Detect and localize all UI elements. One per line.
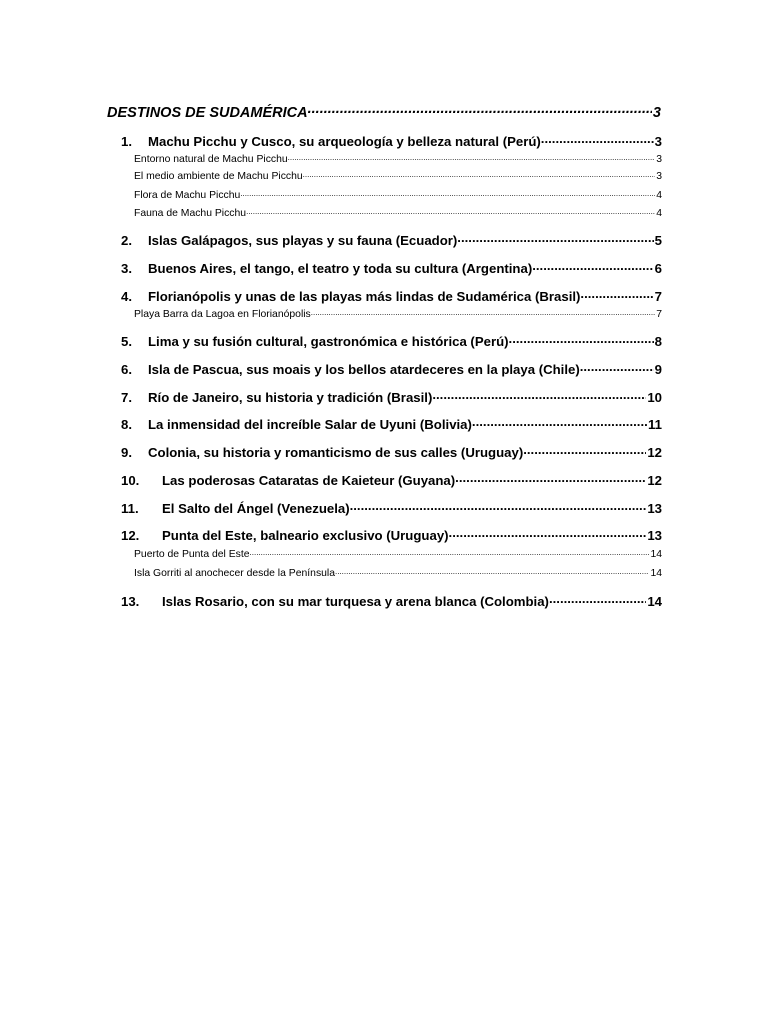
toc-entry-7[interactable] — [121, 386, 662, 406]
dot-leader — [457, 229, 653, 245]
toc-entry-label: Las poderosas Cataratas de Kaieteur (Guyana) — [162, 473, 456, 488]
toc-subentry[interactable] — [134, 204, 662, 219]
dot-leader — [549, 590, 646, 606]
toc-entry-label: Islas Rosario, con su mar turquesa y arena blanca (Colombia) — [162, 594, 549, 609]
toc-entry-label: Florianópolis y unas de las playas más lindas de Sudamérica (Brasil) — [148, 289, 581, 304]
toc-entry-page: 14 — [647, 594, 662, 609]
toc-entry-11[interactable] — [121, 497, 662, 517]
toc-subentry-page: 3 — [656, 154, 662, 165]
toc-entry-3[interactable] — [121, 257, 662, 277]
toc-entry-1[interactable] — [121, 130, 662, 150]
toc-subentry-page: 14 — [650, 549, 662, 560]
dot-leader — [449, 524, 647, 540]
dot-leader — [523, 441, 646, 457]
toc-entry-page: 11 — [648, 417, 662, 432]
toc-entry-12[interactable] — [121, 524, 662, 544]
dot-leader — [541, 130, 654, 146]
toc-entry-label: Isla de Pascua, sus moais y los bellos atardeceres en la playa (Chile) — [148, 362, 580, 377]
dot-leader — [509, 330, 654, 346]
toc-entry-label: La inmensidad del increíble Salar de Uyuni (Bolivia) — [148, 417, 472, 432]
toc-entry-label: Buenos Aires, el tango, el teatro y toda su cultura (Argentina) — [148, 261, 533, 276]
dot-leader — [288, 150, 656, 162]
toc-subentry-label: Puerto de Punta del Este — [134, 549, 250, 560]
dot-leader — [303, 167, 656, 179]
toc-subentry-page: 4 — [656, 190, 662, 201]
toc-entry-page: 13 — [647, 501, 662, 516]
toc-heading-label: DESTINOS DE SUDAMÉRICA — [107, 105, 308, 120]
toc-subentry-label: El medio ambiente de Machu Picchu — [134, 171, 303, 182]
toc-entry-number: 7. — [121, 390, 132, 405]
toc-entry-number: 12. — [121, 528, 140, 543]
dot-leader — [311, 305, 655, 317]
dot-leader — [432, 386, 646, 402]
dot-leader — [455, 469, 646, 485]
toc-subentry-label: Entorno natural de Machu Picchu — [134, 154, 288, 165]
toc-subentry-page: 14 — [650, 568, 662, 579]
toc-entry-label: Colonia, su historia y romanticismo de sus calles (Uruguay) — [148, 445, 524, 460]
toc-entry-label: Río de Janeiro, su historia y tradición (Brasil) — [148, 390, 433, 405]
toc-entry-page: 6 — [654, 261, 662, 276]
toc-entry-page: 12 — [647, 445, 662, 460]
toc-entry-number: 11. — [121, 501, 139, 516]
toc-entry-10[interactable] — [121, 469, 662, 489]
toc-subentry-label: Flora de Machu Picchu — [134, 190, 241, 201]
toc-entry-2[interactable] — [121, 229, 662, 249]
toc-entry-page: 8 — [654, 334, 662, 349]
dot-leader — [246, 204, 655, 216]
dot-leader — [250, 545, 650, 557]
toc-entry-number: 4. — [121, 289, 132, 304]
dot-leader — [580, 358, 654, 374]
toc-entry-page: 9 — [654, 362, 662, 377]
toc-heading[interactable] — [107, 100, 661, 120]
toc-entry-page: 5 — [654, 233, 662, 248]
toc-subentry[interactable] — [134, 305, 662, 320]
dot-leader — [350, 497, 647, 513]
toc-entry-6[interactable] — [121, 358, 662, 378]
toc-entry-number: 1. — [121, 134, 132, 149]
toc-entry-label: El Salto del Ángel (Venezuela) — [162, 501, 350, 516]
toc-entry-4[interactable] — [121, 285, 662, 305]
toc-entry-number: 5. — [121, 334, 132, 349]
toc-entry-number: 2. — [121, 233, 132, 248]
toc-subentry-page: 7 — [656, 309, 662, 320]
dot-leader — [308, 100, 652, 117]
toc-entry-number: 6. — [121, 362, 132, 377]
toc-entry-page: 10 — [647, 390, 662, 405]
toc-heading-page: 3 — [652, 105, 661, 120]
toc-entry-9[interactable] — [121, 441, 662, 461]
toc-entry-label: Machu Picchu y Cusco, su arqueología y belleza natural (Perú) — [148, 134, 541, 149]
toc-entry-13[interactable] — [121, 590, 662, 610]
toc-subentry[interactable] — [134, 186, 662, 201]
toc-entry-page: 7 — [654, 289, 662, 304]
toc-entry-page: 3 — [654, 134, 662, 149]
toc-subentry[interactable] — [134, 150, 662, 165]
dot-leader — [335, 564, 649, 576]
toc-entry-number: 3. — [121, 261, 132, 276]
toc-entry-label: Islas Galápagos, sus playas y su fauna (Ecuador) — [148, 233, 458, 248]
toc-entry-8[interactable] — [121, 413, 662, 433]
toc-entry-label: Punta del Este, balneario exclusivo (Uruguay) — [162, 528, 449, 543]
toc-entry-label: Lima y su fusión cultural, gastronómica e histórica (Perú) — [148, 334, 509, 349]
toc-subentry-page: 3 — [656, 171, 662, 182]
toc-subentry-page: 4 — [656, 208, 662, 219]
toc-entry-page: 12 — [647, 473, 662, 488]
toc-subentry[interactable] — [134, 167, 662, 182]
dot-leader — [240, 186, 655, 198]
toc-subentry-label: Fauna de Machu Picchu — [134, 208, 247, 219]
toc-subentry-label: Playa Barra da Lagoa en Florianópolis — [134, 309, 311, 320]
toc-entry-page: 13 — [647, 528, 662, 543]
toc-entry-number: 10. — [121, 473, 140, 488]
toc-entry-5[interactable] — [121, 330, 662, 350]
toc-entry-number: 8. — [121, 417, 132, 432]
toc-entry-number: 13. — [121, 594, 140, 609]
toc-entry-number: 9. — [121, 445, 132, 460]
dot-leader — [580, 285, 653, 301]
toc-subentry[interactable] — [134, 545, 662, 560]
dot-leader — [472, 413, 647, 429]
dot-leader — [532, 257, 653, 273]
toc-subentry[interactable] — [134, 564, 662, 579]
toc-subentry-label: Isla Gorriti al anochecer desde la Península — [134, 568, 335, 579]
